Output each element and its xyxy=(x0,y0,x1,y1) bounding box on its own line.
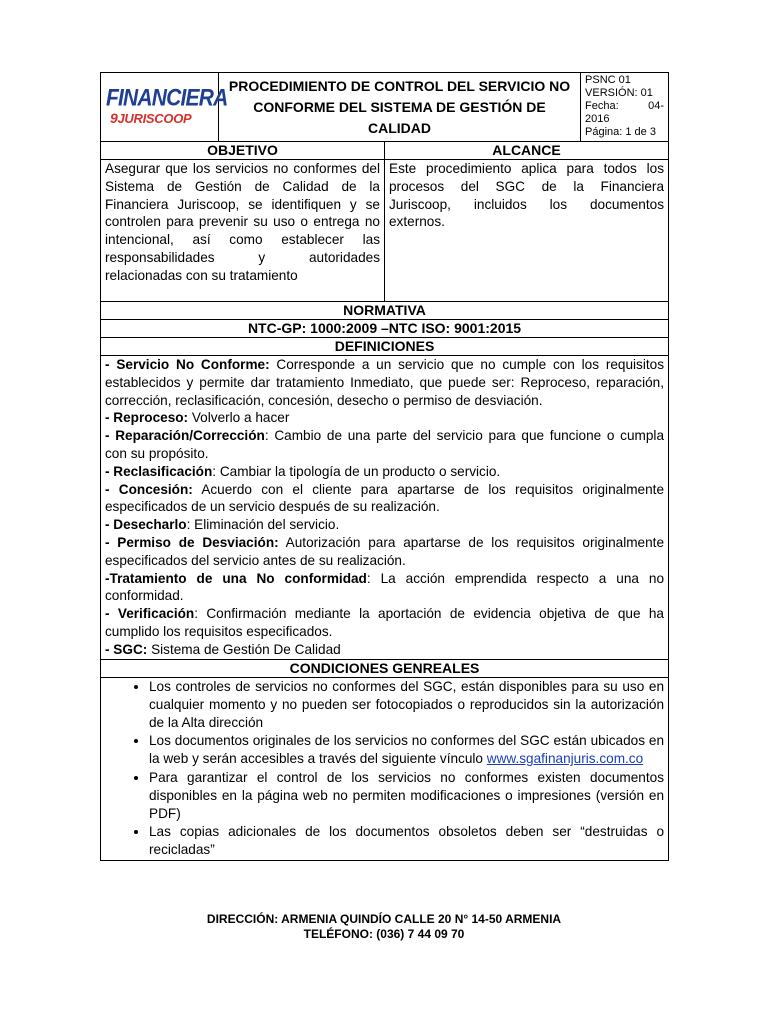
scope-text: Este procedimiento aplica para todos los procesos del SGC de la Financiera Juriscoop, incluidos los documentos externos. xyxy=(385,160,669,302)
condition-item: • Los documentos originales de los servicios no conformes del SGC están ubicados en la web y serán accesibles a través del siguiente vínculo www.sgafinanjuris.com.co xyxy=(149,732,664,768)
footer-phone: TELÉFONO: (036) 7 44 09 70 xyxy=(303,927,465,941)
normativa-text: NTC-GP: 1000:2009 –NTC ISO: 9001:2015 xyxy=(101,320,669,338)
definition-item: -Tratamiento de una No conformidad: La acción emprendida respecto a una no conformidad. xyxy=(105,570,665,604)
objective-scope-heading-row xyxy=(101,142,669,160)
objective-scope-row xyxy=(101,160,669,302)
condition-item: • Para garantizar el control de los servicios no conformes existen documentos disponibles en la página web no permiten modificaciones o impresiones (versión en PDF) xyxy=(149,769,664,824)
definition-item: - Servicio No Conforme: Corresponde a un servicio que no cumple con los requisitos establecidos y permite dar tratamiento Inmediato, que puede ser: Reproceso, reparación, corrección, reclasificación, concesión, desecho o permiso de desviación. xyxy=(105,357,665,408)
definitions-heading: DEFINICIONES xyxy=(101,338,669,356)
definition-item: - Permiso de Desviación: Autorización para apartarse de los requisitos originalmente especificados del servicio antes de su realización. xyxy=(105,534,665,568)
conditions-heading: CONDICIONES GENREALES xyxy=(101,659,669,677)
objective-heading: OBJETIVO xyxy=(101,142,385,160)
conditions-list xyxy=(105,678,664,860)
document-title: PROCEDIMIENTO DE CONTROL DEL SERVICIO NO CONFORME DEL SISTEMA DE GESTIÓN DE CALIDAD xyxy=(219,73,581,142)
doc-date-year: 2016 xyxy=(585,113,610,125)
definition-item: - Concesión: Acuerdo con el cliente para apartarse de los requisitos originalmente especificados de un servicio después de su realización. xyxy=(105,481,665,515)
objective-text: Asegurar que los servicios no conformes del Sistema de Gestión de Calidad de la Financiera Juriscoop, se identifiquen y se controlen para prevenir su uso o entrega no intencional, así como establecer las responsabilidades y autoridades relacionadas con su tratamiento xyxy=(101,160,385,302)
sga-website-link[interactable]: www.sgafinanjuris.com.co xyxy=(486,751,644,767)
normativa-heading: NORMATIVA xyxy=(101,302,669,320)
doc-code: PSNC 01 xyxy=(585,74,631,86)
condition-item: • Las copias adicionales de los documentos obsoletos deben ser “destruidas o recicladas” xyxy=(149,823,664,859)
page-footer xyxy=(0,912,768,942)
company-logo xyxy=(106,84,228,136)
document-meta xyxy=(581,73,669,142)
definition-item: - Reproceso: Volverlo a hacer xyxy=(105,410,290,426)
definition-item: - Desecharlo: Eliminación del servicio. xyxy=(105,517,340,533)
conditions-list-cell xyxy=(101,677,669,860)
logo-cell xyxy=(101,73,228,142)
logo-subwordmark: 9JURISCOOP xyxy=(110,110,192,126)
definition-item: - Reclasificación: Cambiar la tipología de un producto o servicio. xyxy=(105,463,501,479)
condition-item: • Los controles de servicios no conformes del SGC, están disponibles para su uso en cualquier momento y no pueden ser fotocopiados o reproducidos sin la autorización de la Alta dirección xyxy=(149,678,664,733)
definition-item: - Verificación: Confirmación mediante la aportación de evidencia objetiva de que ha cumplido los requisitos especificados. xyxy=(105,606,664,639)
header-row xyxy=(101,73,669,142)
procedure-table xyxy=(100,72,669,861)
doc-version: VERSIÓN: 01 xyxy=(585,87,653,99)
doc-page: Página: 1 de 3 xyxy=(585,126,656,138)
definition-item: - SGC: Sistema de Gestión De Calidad xyxy=(105,641,341,657)
document xyxy=(100,72,668,861)
logo-wordmark: FINANCIERA xyxy=(106,84,228,112)
doc-date: Fecha: 04- xyxy=(585,100,665,112)
scope-heading: ALCANCE xyxy=(385,142,669,160)
definition-item: - Reparación/Corrección: Cambio de una parte del servicio para que funcione o cumpla con su propósito. xyxy=(105,428,664,461)
definitions-list xyxy=(101,356,669,660)
footer-address: DIRECCIÓN: ARMENIA QUINDÍO CALLE 20 N° 14-50 ARMENIA xyxy=(206,912,562,926)
